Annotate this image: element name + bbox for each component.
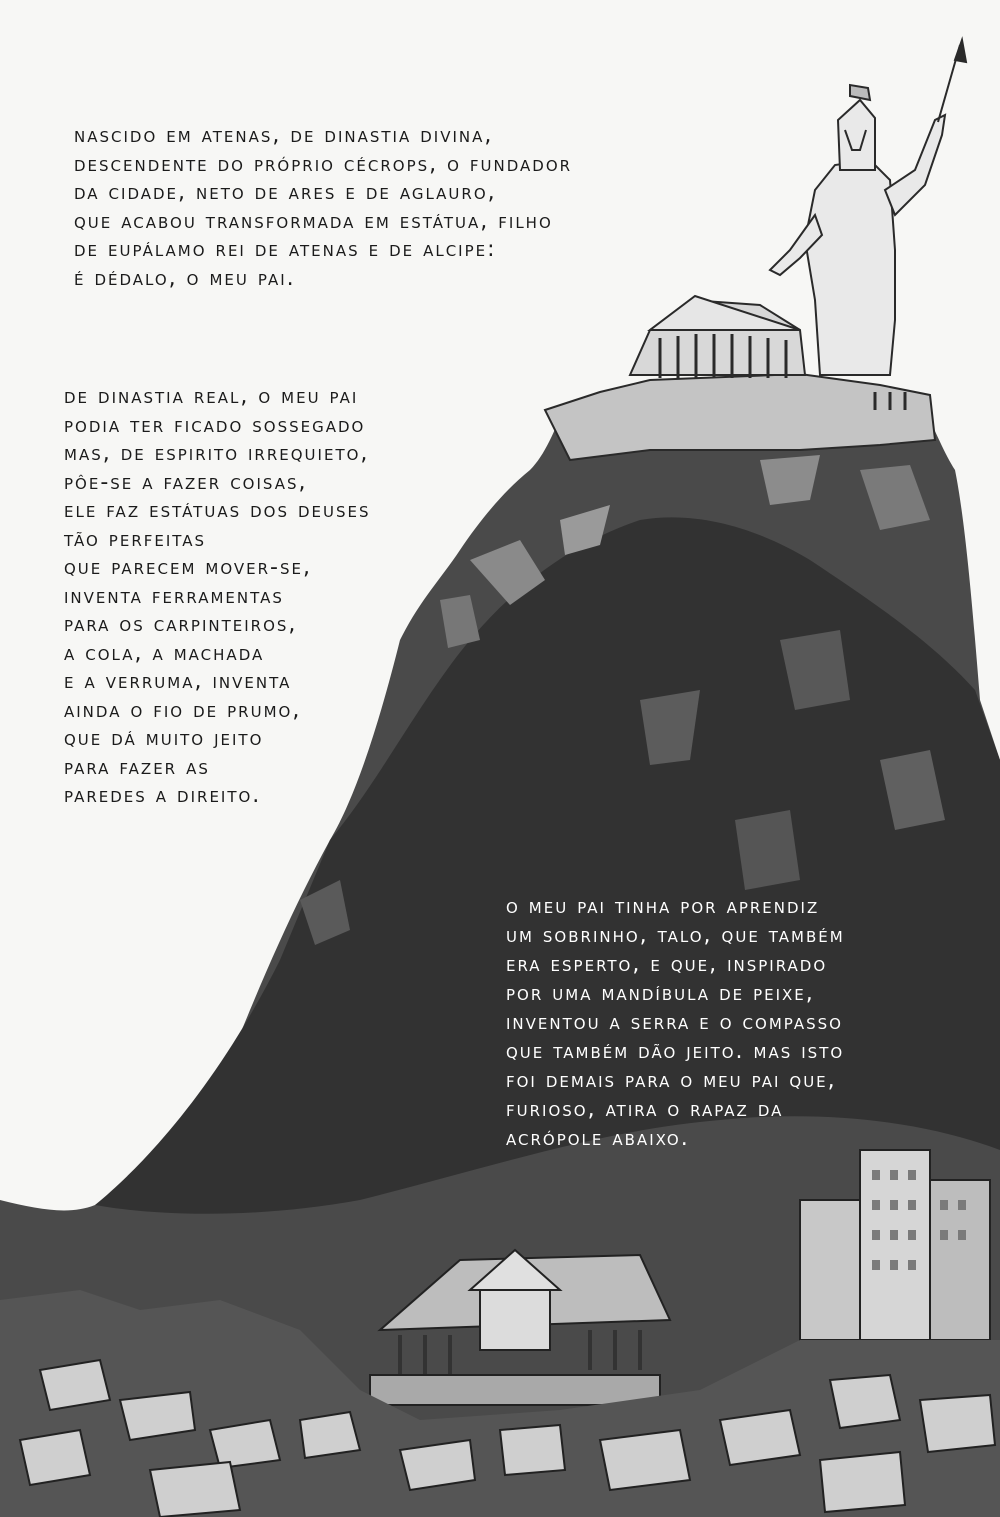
athena-statue — [770, 40, 966, 375]
intro-caption: nascido em atenas, de dinastia divina, descendente do próprio cécrops, o fundador da cidade, neto de ares e de aglauro, que acabou transformada em estátua, filho de eupálamo rei de atenas e de alcipe: é dédalo, o meu pai. — [74, 123, 573, 291]
inventions-caption: de dinastia real, o meu pai podia ter ficado sossegado mas, de espirito irrequieto, pôe-se a fazer coisas, ele faz estátuas dos deuses tão perfeitas que parecem mover-se, inventa ferramentas para os carpinteiros, a cola, a machada e a verruma, inventa ainda o fio de prumo, que dá muito jeito para fazer as paredes a direito. — [64, 384, 371, 808]
talo-caption: o meu pai tinha por aprendiz um sobrinho, talo, que também era esperto, e que, inspirado por uma mandíbula de peixe, inventou a serra e o compasso que também dão jeito. mas isto foi demais para o meu pai que, furioso, atira o rapaz da acrópole abaixo. — [506, 894, 845, 1151]
